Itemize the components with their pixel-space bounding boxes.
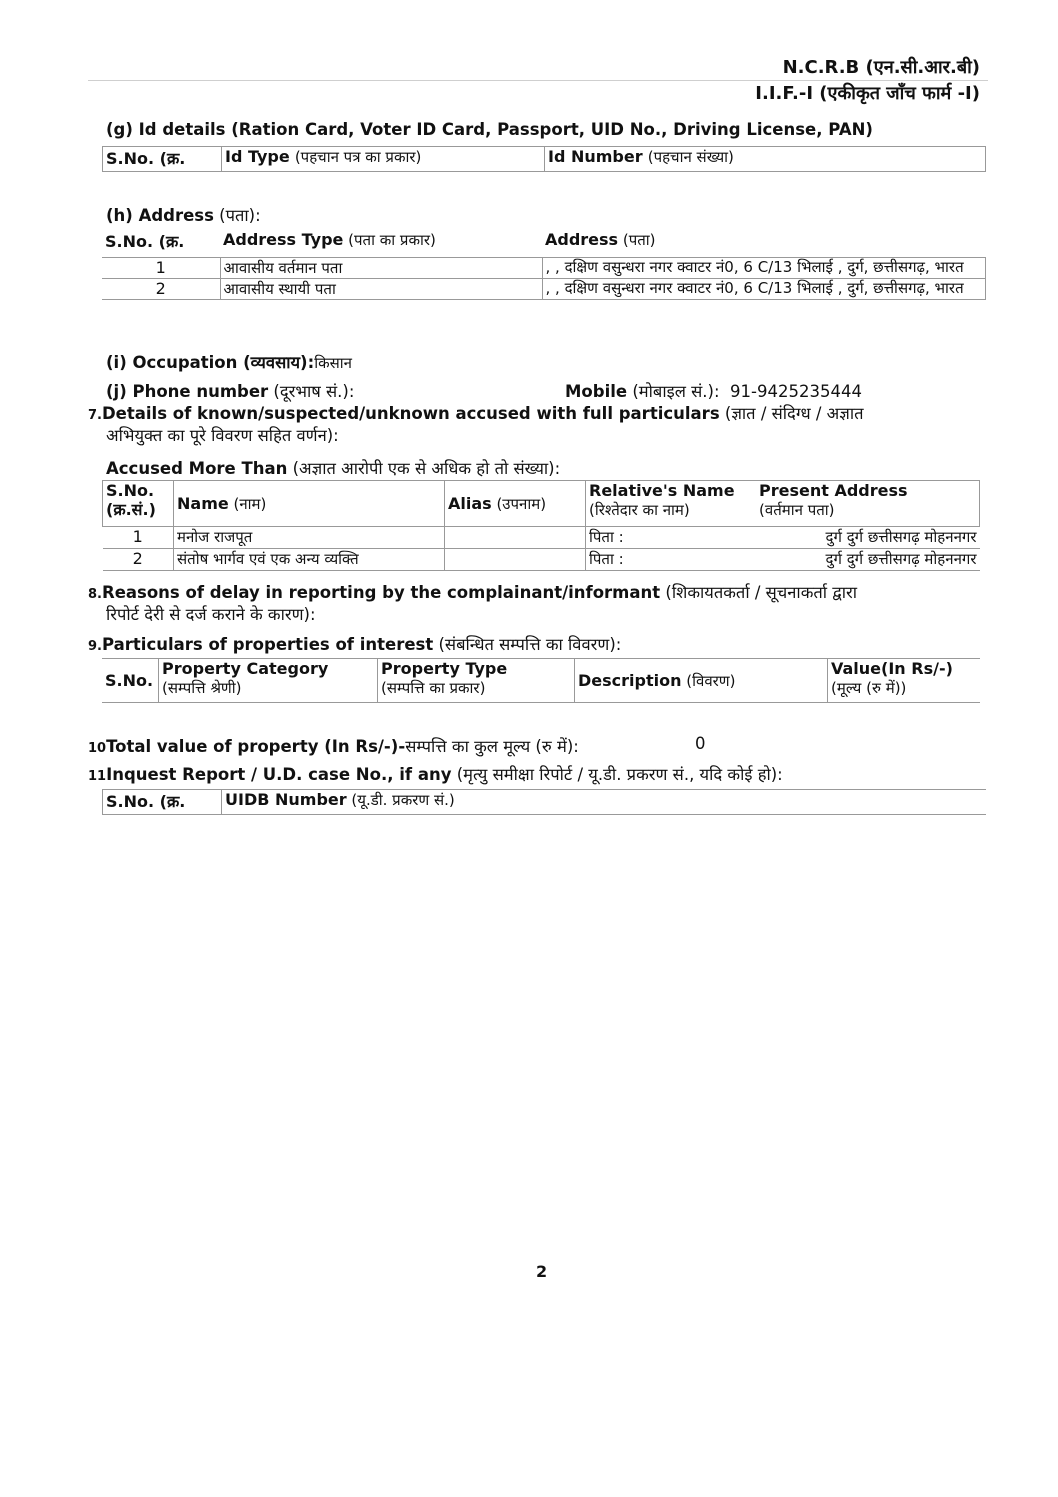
col-alias: Alias (उपनाम) (445, 481, 586, 527)
total-value: 0 (695, 734, 706, 753)
address-heading: (h) Address (पता): (106, 206, 261, 225)
phone-label: (j) Phone number (दूरभाष सं.): (106, 382, 355, 401)
cell-address: , , दक्षिण वसुन्धरा नगर क्वाटर नं0, 6 C/13 भिलाई , दुर्ग, छत्तीसगढ़, भारत (542, 257, 986, 278)
col-description: Description (विवरण) (575, 659, 828, 703)
col-value: Value(In Rs/-) (मूल्य (रु में)) (828, 659, 981, 703)
col-relative: Relative's Name (रिश्तेदार का नाम) (586, 481, 757, 527)
col-property-type: Property Type (सम्पत्ति का प्रकार) (378, 659, 575, 703)
cell-sno: 2 (102, 278, 220, 299)
col-address: Address (पता) (545, 230, 656, 249)
col-sno: S.No. (क्र. (103, 147, 222, 172)
properties-heading: 9.Particulars of properties of interest (संबन्धित सम्पत्ति का विवरण): (88, 635, 622, 654)
header-iif: I.I.F.-I (एकीकृत जाँच फार्म -I) (755, 83, 980, 104)
col-present-address: Present Address (वर्तमान पता) (756, 481, 980, 527)
accused-heading: 7.Details of known/suspected/unknown accused with full particulars (ज्ञात / संदिग्ध / अज्ञात अभियुक्त का पूरे विवरण सहित वर्णन): (88, 404, 864, 445)
cell-relative: पिता : (586, 527, 757, 549)
cell-address: , , दक्षिण वसुन्धरा नगर क्वाटर नं0, 6 C/13 भिलाई , दुर्ग, छत्तीसगढ़, भारत (542, 278, 986, 299)
cell-alias (445, 549, 586, 571)
col-name: Name (नाम) (174, 481, 445, 527)
col-sno: S.No. (क्र.सं.) (103, 481, 174, 527)
cell-sno: 1 (103, 527, 174, 549)
inquest-heading: 11Inquest Report / U.D. case No., if any (मृत्यु समीक्षा रिपोर्ट / यू.डी. प्रकरण सं., यदि कोई हो): (88, 765, 783, 784)
cell-name: संतोष भार्गव एवं एक अन्य व्यक्ति (174, 549, 445, 571)
cell-address-type: आवासीय वर्तमान पता (220, 257, 542, 278)
address-table (102, 230, 986, 300)
occupation-row: (i) Occupation (व्यवसाय):किसान (106, 353, 352, 372)
cell-present-address: दुर्ग दुर्ग छत्तीसगढ़ मोहननगर (756, 527, 980, 549)
cell-sno: 1 (102, 257, 220, 278)
inquest-table (102, 789, 986, 815)
mobile-row: Mobile (मोबाइल सं.): 91-9425235444 (565, 382, 862, 401)
table-row (102, 278, 986, 299)
col-id-type: Id Type (पहचान पत्र का प्रकार) (222, 147, 545, 172)
accused-table (102, 480, 980, 571)
mobile-value: 91-9425235444 (730, 382, 862, 401)
total-value-row: 10Total value of property (In Rs/-)-सम्पत्ति का कुल मूल्य (रु में): (88, 737, 579, 756)
cell-sno: 2 (103, 549, 174, 571)
cell-alias (445, 527, 586, 549)
id-details-table (102, 146, 986, 172)
header-ncrb: N.C.R.B (एन.सी.आर.बी) (782, 57, 980, 78)
cell-relative: पिता : (586, 549, 757, 571)
table-row (102, 257, 986, 278)
col-sno: S.No. (क्र. (103, 790, 222, 815)
page-number: 2 (536, 1262, 548, 1281)
cell-address-type: आवासीय स्थायी पता (220, 278, 542, 299)
col-sno: S.No. (105, 671, 154, 690)
col-uidb-number: UIDB Number (यू.डी. प्रकरण सं.) (222, 790, 987, 815)
properties-table (102, 658, 980, 703)
cell-present-address: दुर्ग दुर्ग छत्तीसगढ़ मोहननगर (756, 549, 980, 571)
occupation-value: किसान (314, 354, 352, 372)
delay-heading: 8.Reasons of delay in reporting by the complainant/informant (शिकायतकर्ता / सूचनाकर्ता द्वारा रिपोर्ट देरी से दर्ज कराने के कारण): (88, 583, 858, 624)
table-row (103, 549, 980, 571)
table-row (103, 527, 980, 549)
id-details-heading: (g) Id details (Ration Card, Voter ID Card, Passport, UID No., Driving License, PAN) (106, 120, 873, 139)
cell-name: मनोज राजपूत (174, 527, 445, 549)
col-id-number: Id Number (पहचान संख्या) (545, 147, 986, 172)
col-address-type: Address Type (पता का प्रकार) (223, 230, 436, 249)
col-sno: S.No. (क्र. (105, 232, 185, 251)
col-property-category: Property Category (सम्पत्ति श्रेणी) (159, 659, 378, 703)
accused-more-than: Accused More Than (अज्ञात आरोपी एक से अधिक हो तो संख्या): (106, 459, 561, 478)
